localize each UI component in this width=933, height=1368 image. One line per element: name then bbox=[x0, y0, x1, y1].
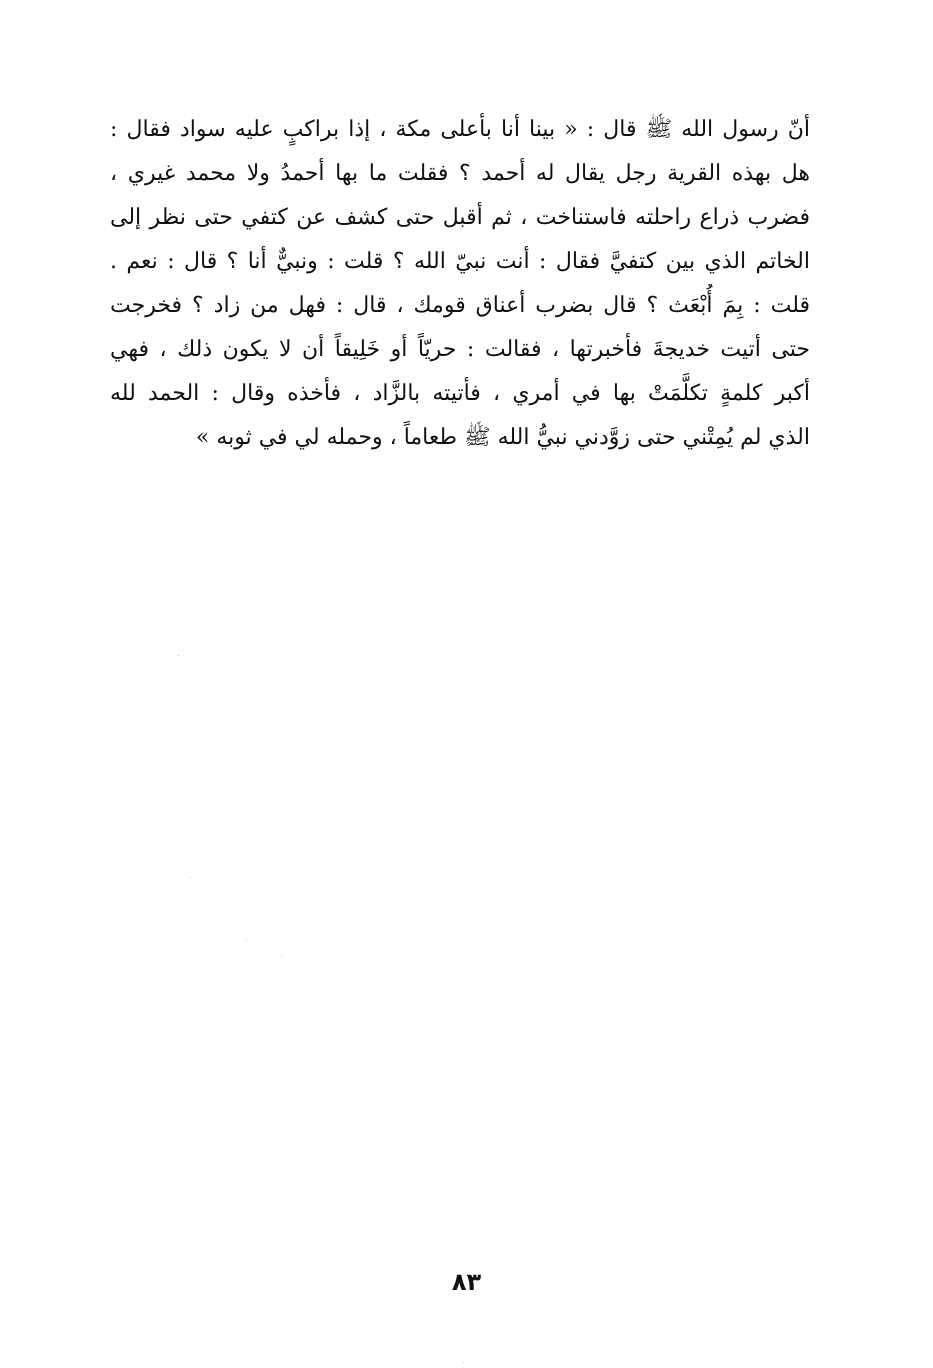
text-line-8: الذي لم يُمِتْني حتى زوَّدني نبيُّ الله ﷺ طعاماً ، وحمله لي في ثوبه » bbox=[195, 425, 810, 450]
text-line-4: الخاتم الذي بين كتفيَّ فقال : أنت نبيّ الله ؟ قلت : ونبيٌّ أنا ؟ قال : نعم . bbox=[110, 249, 810, 274]
body-text bbox=[110, 108, 810, 460]
scan-speck bbox=[178, 655, 179, 656]
scan-speck bbox=[246, 940, 247, 941]
scan-speck bbox=[281, 955, 282, 956]
text-line-5: قلت : بِمَ أُبْعَث ؟ قال بضرب أعناق قومك ، قال : فهل من زاد ؟ فخرجت bbox=[110, 293, 810, 318]
text-line-3: فضرب ذراع راحلته فاستناخت ، ثم أقبل حتى كشف عن كتفي حتى نظر إلى bbox=[110, 205, 810, 230]
text-line-1: أنّ رسول الله ﷺ قال : « بينا أنا بأعلى مكة ، إذا براكبٍ عليه سواد فقال : bbox=[110, 117, 810, 142]
text-line-7: أكبر كلمةٍ تكلَّمَتْ بها في أمري ، فأتيته بالزَّاد ، فأخذه وقال : الحمد لله bbox=[110, 381, 810, 406]
scan-speck bbox=[190, 877, 191, 878]
text-line-2: هل بهذه القرية رجل يقال له أحمد ؟ فقلت ما بها أحمدُ ولا محمد غيري ، bbox=[110, 161, 810, 186]
scan-speck bbox=[463, 1362, 464, 1363]
text-line-6: حتى أتيت خديجةَ فأخبرتها ، فقالت : حريّاً أو خَلِيقاً أن لا يكون ذلك ، فهي bbox=[110, 337, 810, 362]
page-number: ٨٣ bbox=[451, 1268, 482, 1296]
